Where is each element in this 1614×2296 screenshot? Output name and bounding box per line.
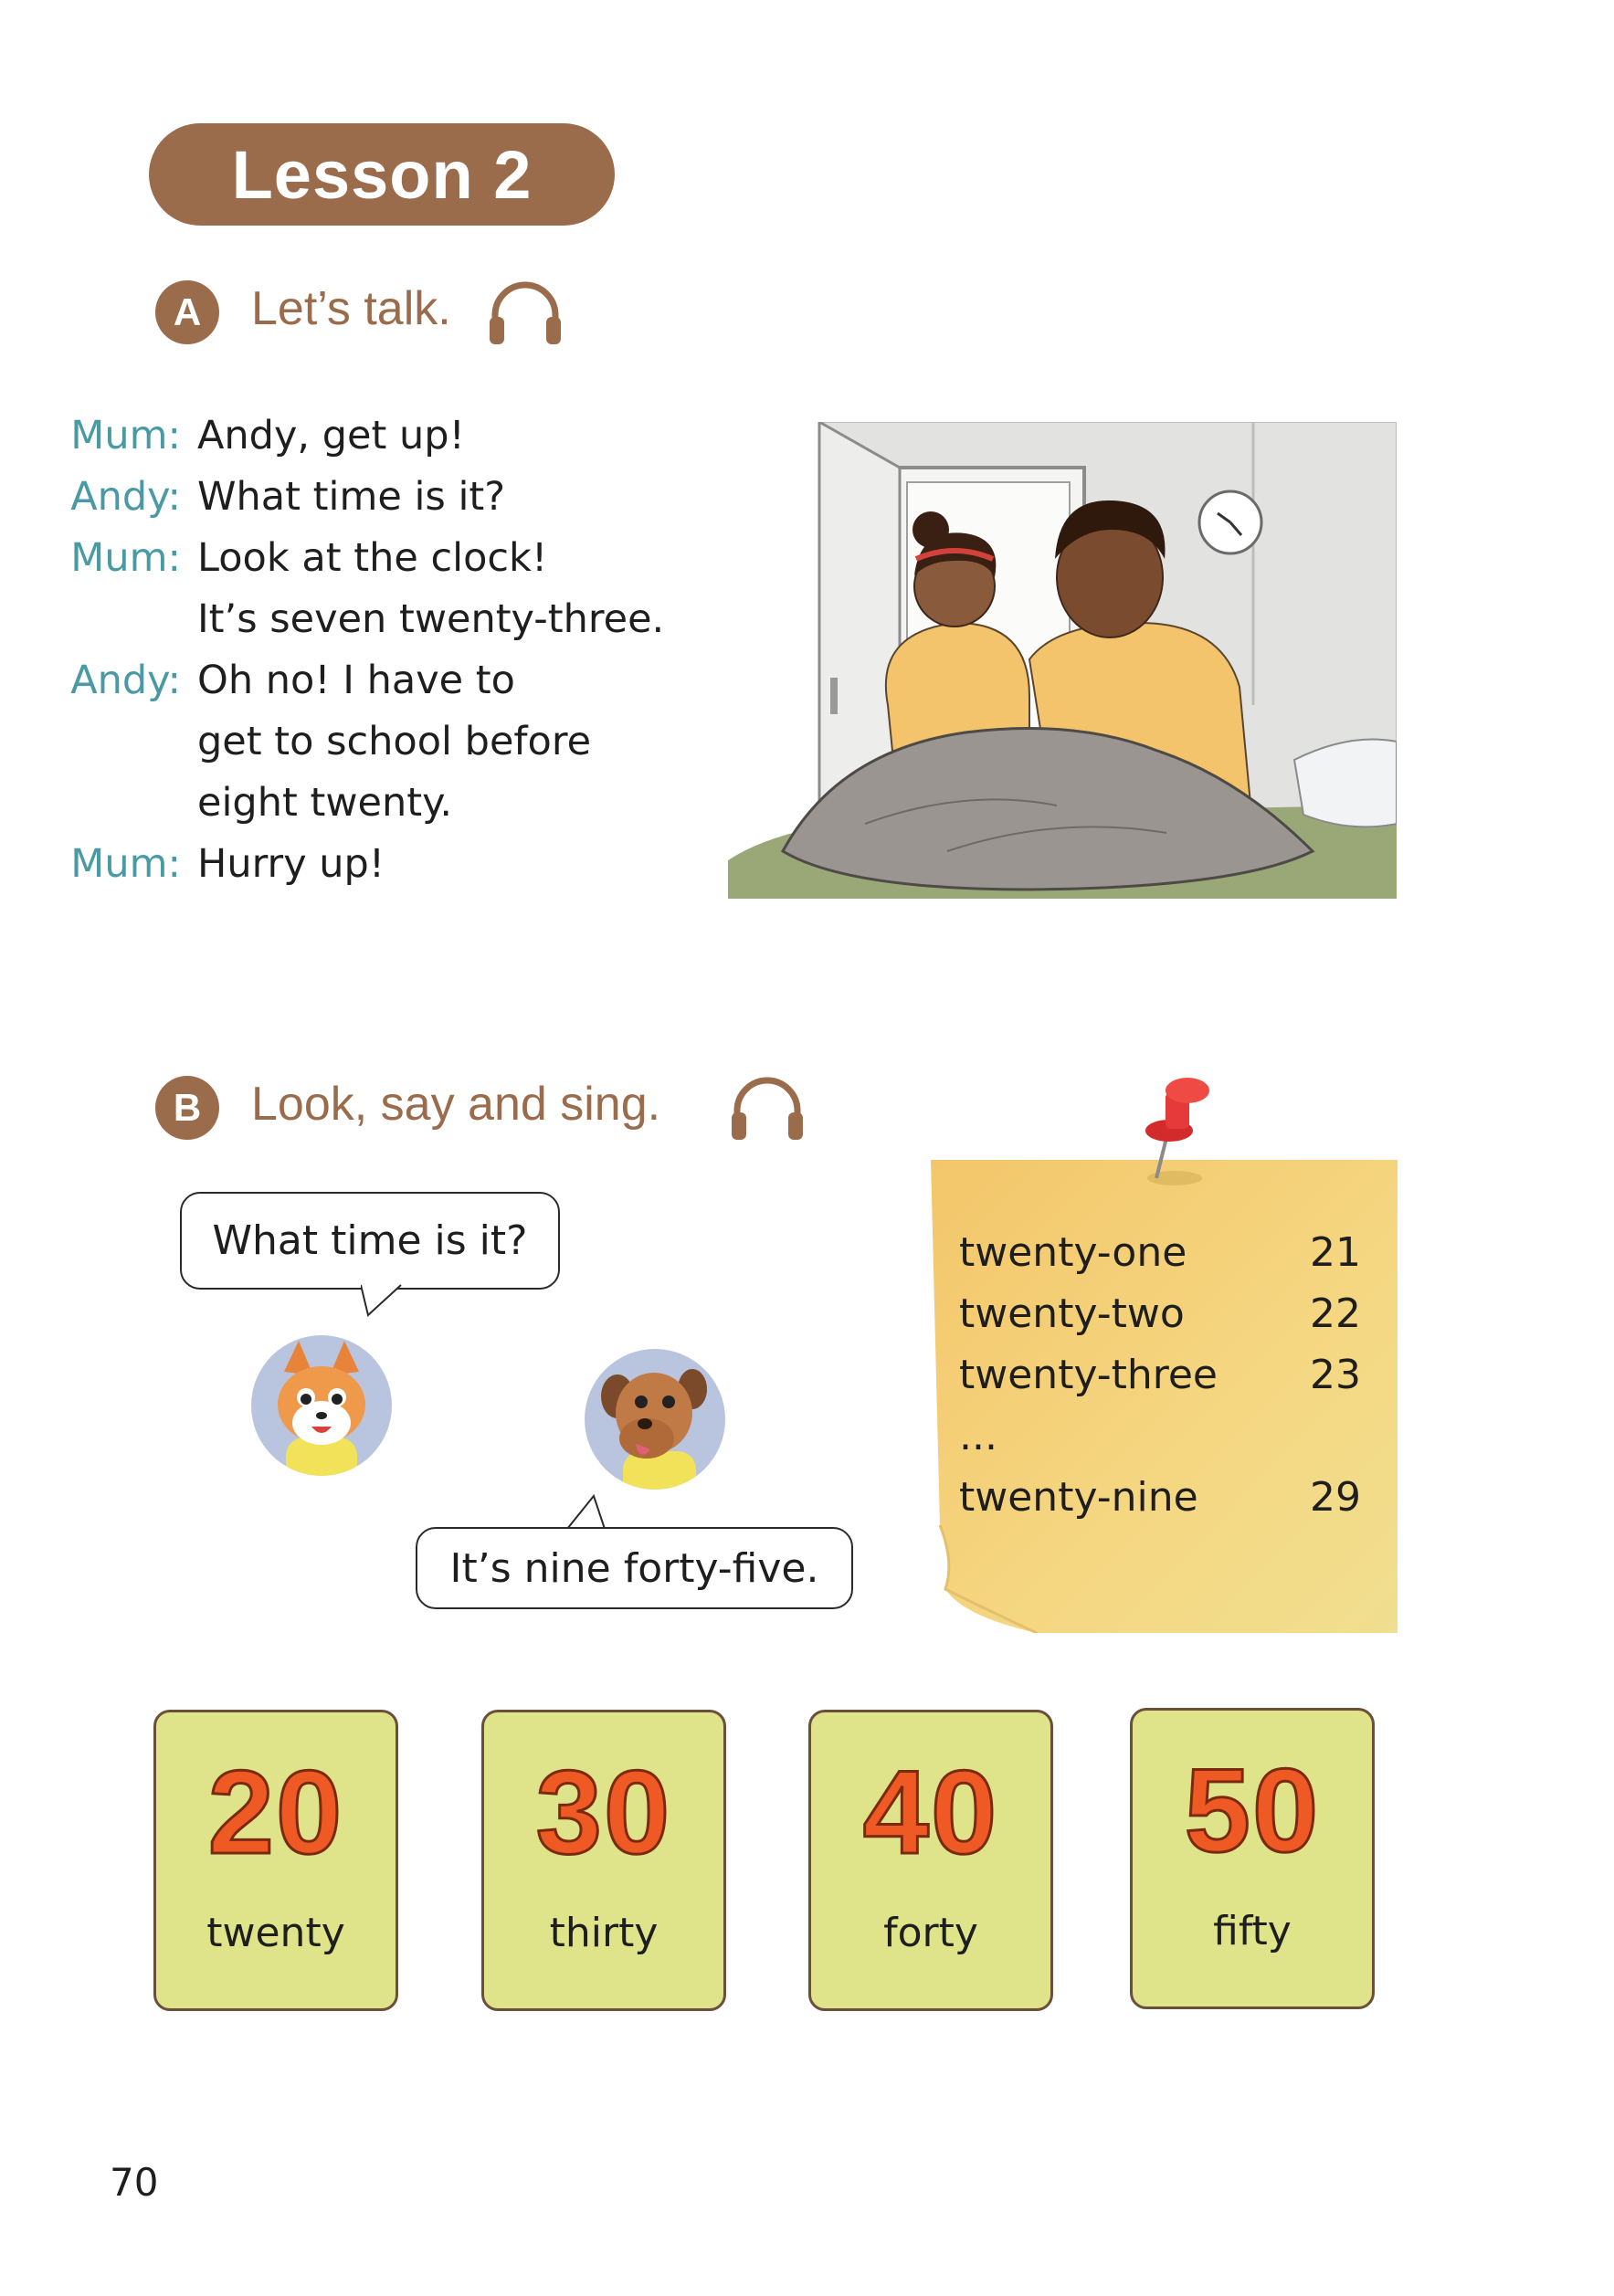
number-row <box>959 1406 1361 1467</box>
number-row <box>959 1467 1361 1528</box>
number-list <box>959 1222 1361 1528</box>
answer-bubble <box>416 1527 853 1609</box>
speaker-label: Andy: <box>70 474 181 520</box>
dialogue-text: What time is it? <box>197 474 506 520</box>
number-word: twenty-one <box>959 1229 1187 1276</box>
section-a-badge: A <box>155 280 219 344</box>
number-row <box>959 1222 1361 1283</box>
speaker-label: Andy: <box>70 658 181 703</box>
dialogue-line <box>62 535 664 596</box>
number-word: ... <box>959 1413 997 1459</box>
number-value: 21 <box>1310 1229 1361 1276</box>
dialogue-text: Andy, get up! <box>197 413 465 458</box>
card-word: fifty <box>1213 1908 1292 1954</box>
dialogue-text: Oh no! I have to <box>197 658 515 703</box>
card-number: 50 <box>1184 1743 1321 1877</box>
card-word: twenty <box>206 1910 345 1956</box>
headphones-icon[interactable] <box>728 1074 807 1143</box>
number-word: twenty-nine <box>959 1474 1198 1521</box>
dialogue-text: Hurry up! <box>197 841 385 887</box>
number-word: twenty-two <box>959 1290 1185 1337</box>
dialogue-line <box>62 596 664 658</box>
bubble-tail <box>566 1494 608 1531</box>
pushpin-icon <box>1133 1070 1224 1189</box>
answer-text: It’s nine forty-five. <box>449 1544 819 1592</box>
dialogue-text: Look at the clock! <box>197 535 548 581</box>
speaker-label: Mum: <box>70 841 181 887</box>
dialogue-line <box>62 841 664 902</box>
question-text: What time is it? <box>212 1217 528 1264</box>
dialogue-text: get to school before <box>197 719 592 764</box>
number-card <box>1130 1708 1375 2009</box>
fox-icon <box>251 1335 392 1476</box>
lesson-title: Lesson 2 <box>149 123 615 226</box>
number-card <box>808 1710 1053 2011</box>
clock-icon <box>1199 491 1261 553</box>
card-word: thirty <box>549 1910 659 1956</box>
dialogue-line <box>62 474 664 535</box>
section-b-title: Look, say and sing. <box>251 1078 661 1131</box>
card-number: 20 <box>207 1745 344 1879</box>
speaker-label: Mum: <box>70 413 181 458</box>
number-value: 29 <box>1310 1474 1361 1521</box>
number-row <box>959 1283 1361 1344</box>
bubble-tail <box>361 1284 403 1317</box>
card-number: 40 <box>862 1745 999 1879</box>
dialogue-line <box>62 780 664 841</box>
number-word: twenty-three <box>959 1352 1218 1398</box>
number-value: 22 <box>1310 1290 1361 1337</box>
question-bubble <box>180 1192 560 1290</box>
dialogue-text: It’s seven twenty-three. <box>197 596 665 642</box>
number-card <box>153 1710 398 2011</box>
dialogue-line <box>62 658 664 719</box>
card-number: 30 <box>535 1745 672 1879</box>
dog-avatar <box>585 1349 725 1490</box>
speaker-label: Mum: <box>70 535 181 581</box>
fox-avatar <box>251 1335 392 1476</box>
dialogue-text: eight twenty. <box>197 780 453 826</box>
dialogue-line <box>62 413 664 474</box>
dog-icon <box>585 1349 725 1490</box>
page-number: 70 <box>110 2160 159 2205</box>
bedroom-illustration <box>728 422 1397 899</box>
number-value: 23 <box>1310 1352 1361 1398</box>
section-b-badge: B <box>155 1076 219 1140</box>
headphones-icon[interactable] <box>486 279 564 348</box>
number-card <box>481 1710 726 2011</box>
dialogue-line <box>62 719 664 780</box>
section-a-title: Let’s talk. <box>251 282 451 335</box>
card-word: forty <box>883 1910 978 1956</box>
dialogue <box>62 413 664 902</box>
number-row <box>959 1344 1361 1406</box>
